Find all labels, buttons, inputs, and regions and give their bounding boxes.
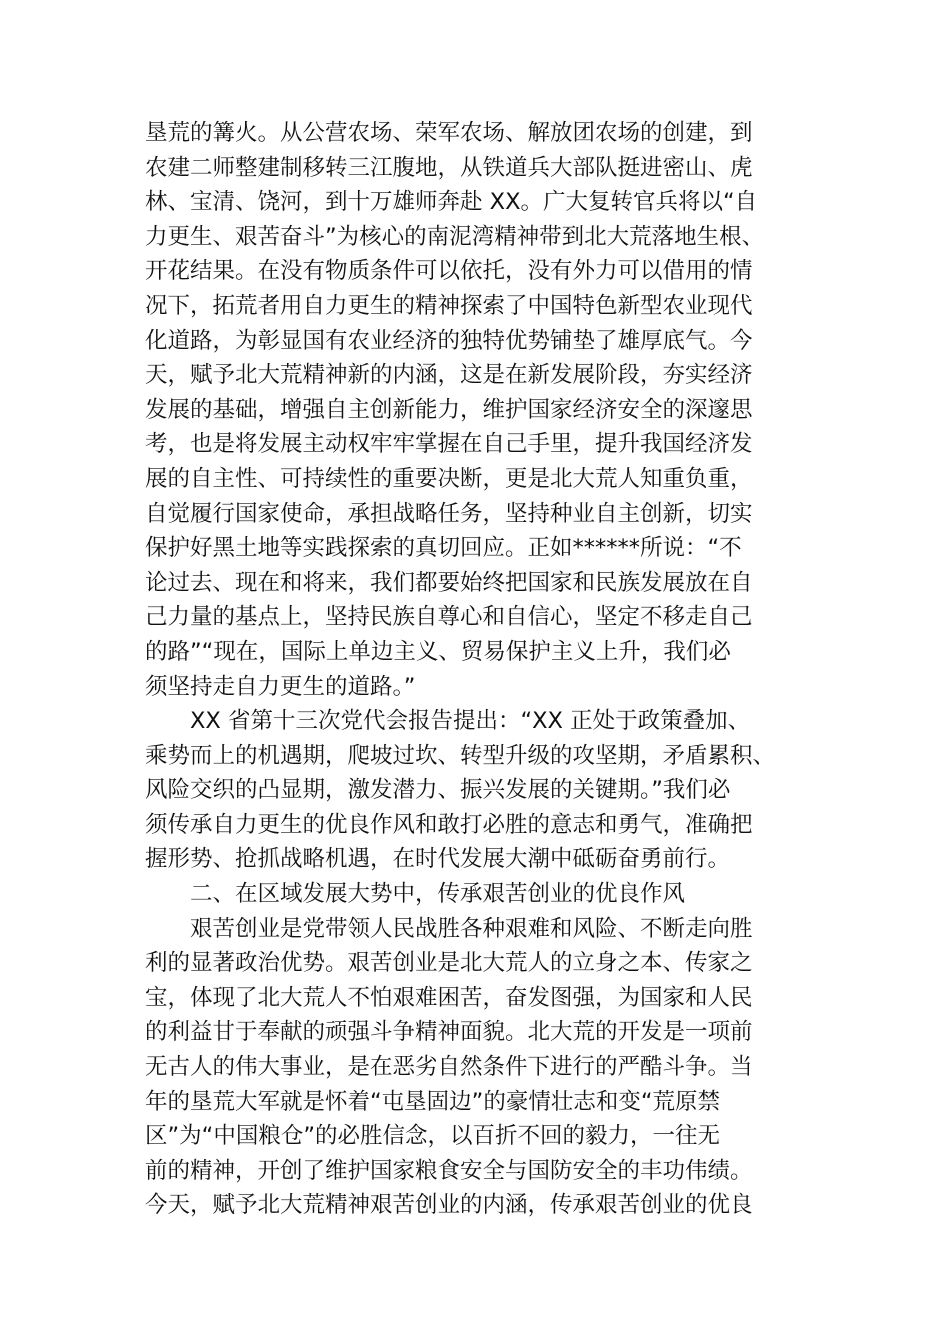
paragraph-start-line: XX 省第十三次党代会报告提出：“XX 正处于政策叠加、 xyxy=(190,708,751,735)
text-line: 考，也是将发展主动权牢牢掌握在自己手里，提升我国经济发 xyxy=(145,431,753,458)
text-line: 区”为“中国粮仓”的必胜信念，以百折不回的毅力，一往无 xyxy=(145,1123,720,1150)
text-line: 发展的基础，增强自主创新能力，维护国家经济安全的深邃思 xyxy=(145,396,753,423)
text-line: 宝，体现了北大荒人不怕艰难困苦，奋发图强，为国家和人民 xyxy=(145,984,753,1011)
text-line: 保护好黑土地等实践探索的真切回应。正如******所说：“不 xyxy=(145,535,742,562)
text-line: 须传承自力更生的优良作风和敢打必胜的意志和勇气，准确把 xyxy=(145,811,753,838)
text-line: 况下，拓荒者用自力更生的精神探索了中国特色新型农业现代 xyxy=(145,292,753,319)
text-line: 风险交织的凸显期，激发潜力、振兴发展的关键期。”我们必 xyxy=(145,777,731,804)
text-line: 化道路，为彰显国有农业经济的独特优势铺垫了雄厚底气。今 xyxy=(145,327,753,354)
text-line: 林、宝清、饶河，到十万雄师奔赴 XX。广大复转官兵将以“自 xyxy=(145,189,758,216)
text-line: 乘势而上的机遇期，爬坡过坎、转型升级的攻坚期，矛盾累积、 xyxy=(145,742,776,769)
text-line: 须坚持走自力更生的道路。” xyxy=(145,673,416,700)
text-line: 开花结果。在没有物质条件可以依托，没有外力可以借用的情 xyxy=(145,258,753,285)
text-line: 的利益甘于奉献的顽强斗争精神面貌。北大荒的开发是一项前 xyxy=(145,1019,753,1046)
paragraph-start-line: 艰苦创业是党带领人民战胜各种艰难和风险、不断走向胜 xyxy=(190,915,753,942)
section-heading: 二、在区域发展大势中，传承艰苦创业的优良作风 xyxy=(190,881,686,908)
body-text xyxy=(145,116,825,1223)
text-line: 垦荒的篝火。从公营农场、荣军农场、解放团农场的创建，到 xyxy=(145,120,753,146)
text-line: 力更生、艰苦奋斗”为核心的南泥湾精神带到北大荒落地生根、 xyxy=(145,223,765,250)
text-line: 利的显著政治优势。艰苦创业是北大荒人的立身之本、传家之 xyxy=(145,950,753,977)
text-line: 年的垦荒大军就是怀着“屯垦固边”的豪情壮志和变“荒原禁 xyxy=(145,1088,720,1115)
text-line: 自觉履行国家使命，承担战略任务，坚持种业自主创新，切实 xyxy=(145,500,753,527)
text-line: 展的自主性、可持续性的重要决断，更是北大荒人知重负重， xyxy=(145,465,753,492)
text-line: 农建二师整建制移转三江腹地，从铁道兵大部队挺进密山、虎 xyxy=(145,154,753,181)
text-line: 己力量的基点上，坚持民族自尊心和自信心，坚定不移走自己 xyxy=(145,604,753,631)
text-line: 今天，赋予北大荒精神艰苦创业的内涵，传承艰苦创业的优良 xyxy=(145,1192,753,1219)
text-line: 天，赋予北大荒精神新的内涵，这是在新发展阶段，夯实经济 xyxy=(145,362,753,389)
text-line: 论过去、现在和将来，我们都要始终把国家和民族发展放在自 xyxy=(145,569,753,596)
text-line: 的路”“现在，国际上单边主义、贸易保护主义上升，我们必 xyxy=(145,638,731,665)
text-line: 前的精神，开创了维护国家粮食安全与国防安全的丰功伟绩。 xyxy=(145,1157,753,1184)
text-line: 握形势、抢抓战略机遇，在时代发展大潮中砥砺奋勇前行。 xyxy=(145,846,731,873)
text-line: 无古人的伟大事业，是在恶劣自然条件下进行的严酷斗争。当 xyxy=(145,1054,753,1081)
